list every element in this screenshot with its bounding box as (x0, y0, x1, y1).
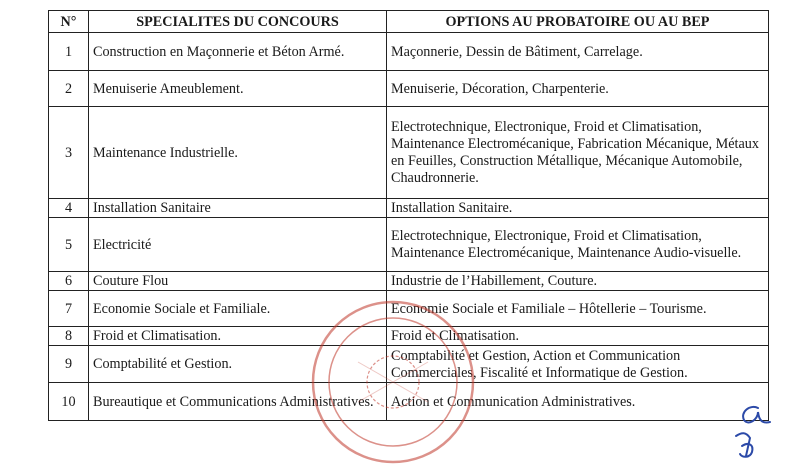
row-number: 1 (49, 33, 89, 71)
row-number: 5 (49, 218, 89, 272)
table-row (49, 199, 769, 218)
table-row (49, 327, 769, 346)
row-number: 9 (49, 346, 89, 383)
header-number: N° (49, 11, 89, 33)
row-options: Menuiserie, Décoration, Charpenterie. (387, 71, 769, 107)
specialties-table (48, 10, 769, 421)
row-specialty: Bureautique et Communications Administratives. (89, 383, 387, 421)
table-row (49, 107, 769, 199)
row-options: Maçonnerie, Dessin de Bâtiment, Carrelage. (387, 33, 769, 71)
row-options: Economie Sociale et Familiale – Hôtellerie – Tourisme. (387, 291, 769, 327)
table-row (49, 71, 769, 107)
table-row (49, 272, 769, 291)
row-number: 10 (49, 383, 89, 421)
row-options: Installation Sanitaire. (387, 199, 769, 218)
table-row (49, 291, 769, 327)
row-number: 2 (49, 71, 89, 107)
row-specialty: Economie Sociale et Familiale. (89, 291, 387, 327)
row-number: 3 (49, 107, 89, 199)
row-options: Industrie de l’Habillement, Couture. (387, 272, 769, 291)
row-number: 6 (49, 272, 89, 291)
row-options: Comptabilité et Gestion, Action et Communication Commerciales, Fiscalité et Informatique de Gestion. (387, 346, 769, 383)
row-number: 4 (49, 199, 89, 218)
table-row (49, 218, 769, 272)
row-specialty: Electricité (89, 218, 387, 272)
header-specialty: SPECIALITES DU CONCOURS (89, 11, 387, 33)
row-options: Action et Communication Administratives. (387, 383, 769, 421)
table-row (49, 346, 769, 383)
row-options: Electrotechnique, Electronique, Froid et Climatisation, Maintenance Electromécanique, Maintenance Audio-visuelle. (387, 218, 769, 272)
row-options: Electrotechnique, Electronique, Froid et Climatisation, Maintenance Electromécanique, Fabrication Mécanique, Métaux en Feuilles, Construction Métallique, Mécanique Automobile, Chaudronnerie. (387, 107, 769, 199)
header-options: OPTIONS AU PROBATOIRE OU AU BEP (387, 11, 769, 33)
row-specialty: Menuiserie Ameublement. (89, 71, 387, 107)
row-specialty: Couture Flou (89, 272, 387, 291)
row-specialty: Construction en Maçonnerie et Béton Armé. (89, 33, 387, 71)
row-specialty: Maintenance Industrielle. (89, 107, 387, 199)
row-options: Froid et Climatisation. (387, 327, 769, 346)
row-specialty: Installation Sanitaire (89, 199, 387, 218)
row-number: 8 (49, 327, 89, 346)
table-row (49, 33, 769, 71)
row-number: 7 (49, 291, 89, 327)
row-specialty: Comptabilité et Gestion. (89, 346, 387, 383)
table-row (49, 383, 769, 421)
table-header-row (49, 11, 769, 33)
row-specialty: Froid et Climatisation. (89, 327, 387, 346)
